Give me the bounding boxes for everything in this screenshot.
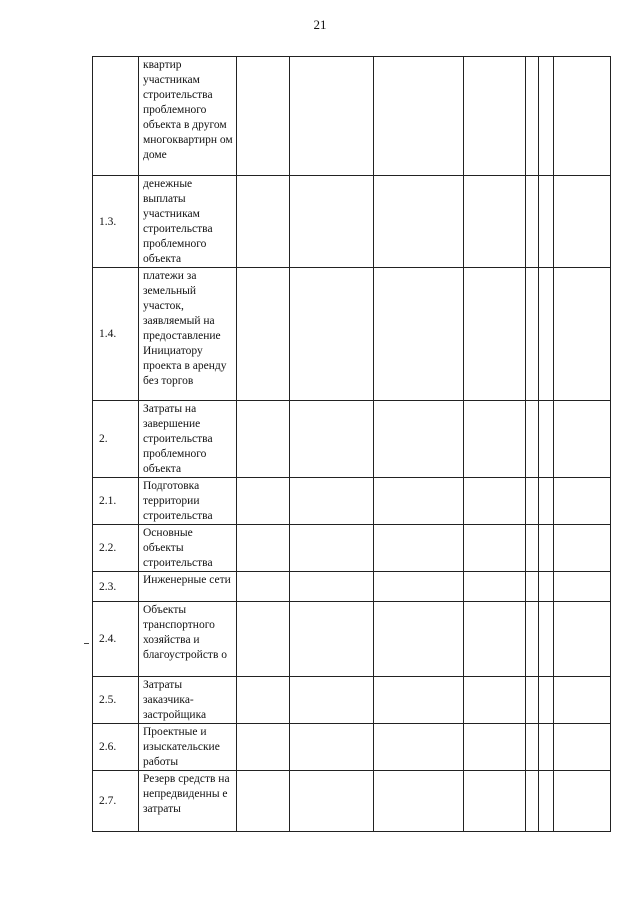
table-cell xyxy=(464,401,526,478)
table-cell xyxy=(554,57,611,176)
table-cell xyxy=(526,268,539,401)
table-cell xyxy=(526,677,539,724)
row-number: 1.3. xyxy=(93,176,139,268)
table-cell xyxy=(539,572,554,602)
table-cell xyxy=(539,57,554,176)
table-row xyxy=(93,525,611,572)
row-description: квартир участникам строительства проблемного объекта в другом многоквартирн ом доме xyxy=(139,57,237,176)
table-cell xyxy=(554,401,611,478)
table-row xyxy=(93,572,611,602)
table-row xyxy=(93,268,611,401)
row-description: Объекты транспортного хозяйства и благоустройств о xyxy=(139,602,237,677)
table-cell xyxy=(526,401,539,478)
table-row xyxy=(93,478,611,525)
table-cell xyxy=(539,478,554,525)
table-cell xyxy=(237,478,290,525)
table-cell xyxy=(554,724,611,771)
table-cell xyxy=(464,572,526,602)
table-cell xyxy=(464,771,526,832)
table-cell xyxy=(464,176,526,268)
row-number: 2.1. xyxy=(93,478,139,525)
table-cell xyxy=(526,176,539,268)
row-description: Основные объекты строительства xyxy=(139,525,237,572)
table-cell xyxy=(374,677,464,724)
row-number: 2. xyxy=(93,401,139,478)
table-row xyxy=(93,176,611,268)
row-number: 2.4. xyxy=(93,602,139,677)
row-description: Затраты заказчика-застройщика xyxy=(139,677,237,724)
row-description: Подготовка территории строительства xyxy=(139,478,237,525)
row-number xyxy=(93,57,139,176)
table-cell xyxy=(237,525,290,572)
table-cell xyxy=(554,268,611,401)
table-cell xyxy=(374,401,464,478)
table-cell xyxy=(374,724,464,771)
table-cell xyxy=(526,602,539,677)
budget-table xyxy=(92,56,611,832)
table-cell xyxy=(539,268,554,401)
row-description: Проектные и изыскательские работы xyxy=(139,724,237,771)
table-cell xyxy=(290,771,374,832)
table-cell xyxy=(539,176,554,268)
table-cell xyxy=(374,57,464,176)
table-cell xyxy=(237,176,290,268)
table-cell xyxy=(539,602,554,677)
table-cell xyxy=(374,572,464,602)
row-description: денежные выплаты участникам строительства проблемного объекта xyxy=(139,176,237,268)
table-cell xyxy=(554,572,611,602)
margin-mark xyxy=(84,643,89,644)
table-cell xyxy=(554,771,611,832)
table-row xyxy=(93,724,611,771)
table-cell xyxy=(290,724,374,771)
table-cell xyxy=(464,268,526,401)
page-number: 21 xyxy=(313,17,327,32)
table-cell xyxy=(237,677,290,724)
table-cell xyxy=(539,677,554,724)
table-cell xyxy=(464,478,526,525)
table-cell xyxy=(237,771,290,832)
table-cell xyxy=(237,268,290,401)
table-cell xyxy=(554,677,611,724)
row-number: 2.7. xyxy=(93,771,139,832)
table-cell xyxy=(237,401,290,478)
table-cell xyxy=(290,572,374,602)
row-description: Резерв средств на непредвиденны е затраты xyxy=(139,771,237,832)
row-number: 2.5. xyxy=(93,677,139,724)
row-number: 1.4. xyxy=(93,268,139,401)
table-row xyxy=(93,602,611,677)
table-cell xyxy=(526,57,539,176)
table-cell xyxy=(554,525,611,572)
table-cell xyxy=(526,724,539,771)
table-cell xyxy=(464,677,526,724)
row-number: 2.2. xyxy=(93,525,139,572)
row-description: Инженерные сети xyxy=(139,572,237,602)
row-number: 2.3. xyxy=(93,572,139,602)
table-cell xyxy=(374,525,464,572)
table-cell xyxy=(539,724,554,771)
table-cell xyxy=(290,176,374,268)
table-cell xyxy=(554,478,611,525)
row-number: 2.6. xyxy=(93,724,139,771)
table-cell xyxy=(290,57,374,176)
table-cell xyxy=(237,724,290,771)
table-cell xyxy=(539,525,554,572)
table-cell xyxy=(374,771,464,832)
table-cell xyxy=(237,57,290,176)
table-cell xyxy=(374,478,464,525)
table-cell xyxy=(554,176,611,268)
table-cell xyxy=(290,401,374,478)
table-cell xyxy=(374,268,464,401)
table-cell xyxy=(464,724,526,771)
table-cell xyxy=(290,478,374,525)
table-cell xyxy=(554,602,611,677)
table-cell xyxy=(290,268,374,401)
table-row xyxy=(93,771,611,832)
table-cell xyxy=(237,602,290,677)
table-cell xyxy=(526,478,539,525)
table-cell xyxy=(290,677,374,724)
table-cell xyxy=(464,57,526,176)
table-cell xyxy=(526,525,539,572)
table-cell xyxy=(464,602,526,677)
row-description: Затраты на завершение строительства проблемного объекта xyxy=(139,401,237,478)
table-cell xyxy=(290,525,374,572)
table-cell xyxy=(374,602,464,677)
table-row xyxy=(93,677,611,724)
table-row xyxy=(93,57,611,176)
row-description: платежи за земельный участок, заявляемый на предоставление Инициатору проекта в аренду без торгов xyxy=(139,268,237,401)
table-cell xyxy=(539,771,554,832)
table-cell xyxy=(539,401,554,478)
table-cell xyxy=(290,602,374,677)
table-cell xyxy=(237,572,290,602)
table-cell xyxy=(374,176,464,268)
table-cell xyxy=(464,525,526,572)
table-row xyxy=(93,401,611,478)
table-cell xyxy=(526,771,539,832)
table-cell xyxy=(526,572,539,602)
